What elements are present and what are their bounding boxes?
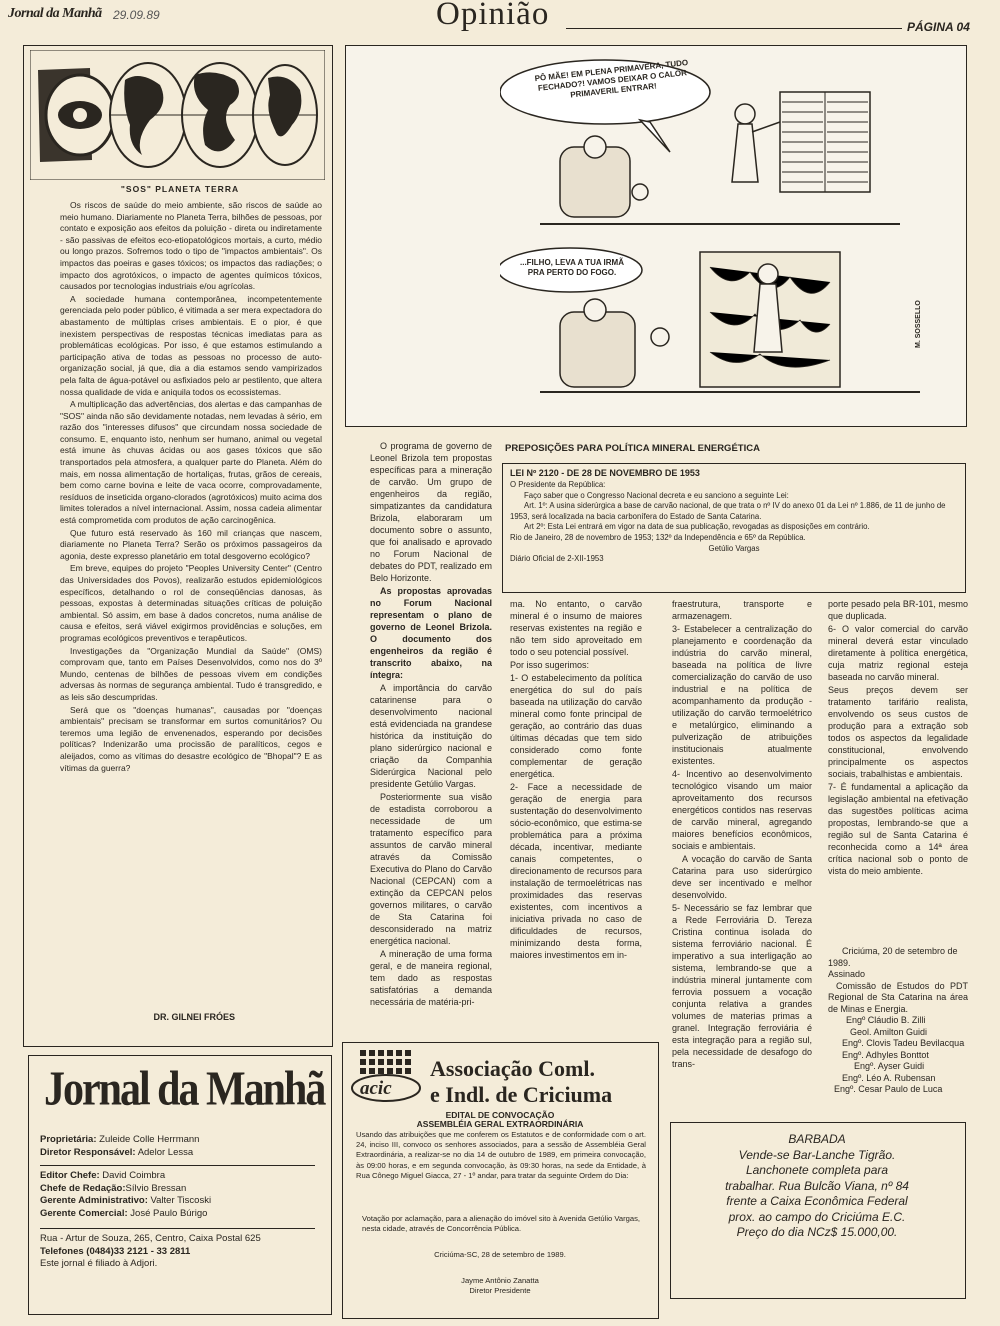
policy-paragraph: 6- O valor comercial do carvão mineral deverá estar vinculado diretamente à política energética, cuja matriz regional esteja baseada no carvão mineral. [828, 624, 968, 682]
article-sos-caption: "SOS" PLANETA TERRA [120, 184, 240, 194]
engineer-name: Engº. Adhyles Bonttot [842, 1049, 929, 1060]
masthead-row: Chefe de Redação:Sílvio Bressan [40, 1182, 187, 1194]
page-number: PÁGINA 04 [907, 20, 970, 34]
article-sos-body [60, 200, 322, 1010]
law-line: Diário Oficial de 2-XII-1953 [510, 554, 604, 564]
policy-paragraph: Posteriormente sua visão de estadista corroborou a necessidade de um tratamento específico para assuntos de carvão mineral através da Comissão Executiva do Plano do Carvão Nacional (CEPCAN) com a extinção da CEPCAN pelos governos militares, o carvão de Sta Catarina foi desconsiderado na matriz energética nacional. [370, 792, 492, 946]
policy-paragraph: 5- Necessário se faz lembrar que a Rede Ferroviária D. Tereza Cristina continua isolada do sistema ferroviário nacional. É imperativo a sua interligação ao sistema, lembrando-se que a indústria mineral juntamente com ferrovia possuem a vocação conjunta relativa a grandes volumes de materias primas a granel. Integração ferroviária é esta integração para a região sul, pela necessidade de desafogo do trans- [672, 903, 812, 1069]
policy-paragraph: 7- É fundamental a aplicação da legislação ambiental na efetivação das sugestões políticas acima propostas, lembrando-se que a região sul de Santa Catarina é reconhecida como a 14ª área crítica nacional sob o ponto de vista do meio ambiente. [828, 782, 968, 876]
policy-column-4 [828, 598, 968, 958]
law-title: LEI Nº 2120 - DE 28 DE NOVEMBRO DE 1953 [510, 468, 700, 478]
policy-title: PREPOSIÇÕES PARA POLÍTICA MINERAL ENERGÉTICA [505, 443, 760, 454]
masthead-phones: Telefones (0484)33 2121 - 33 2811 [40, 1245, 191, 1257]
article-sos-paragraph: Investigações da "Organização Mundial da Saúde" (OMS) comprovam que, tanto em Países Desenvolvidos, como nos do 3º Mundo, centenas de bilhões de pessoas vivem em condições adversas às normas de segurança ambiental. Tudo é transgredido, e as leis são descumpridas. [60, 645, 322, 702]
policy-column-1 [370, 440, 492, 1010]
cartoon-artist-signature: M. SOSSELLO [915, 300, 922, 348]
policy-signoff [828, 946, 968, 1096]
law-text [510, 468, 958, 565]
acic-edital-body: Usando das atribuições que me conferem os Estatutos e de conformidade com o art. 24, inciso III, convoco os senhores associados, para a sessão de Assembléia Geral Extraordinária, a realizar-se no dia 14 de outubro de 1989, em primeira convocação, às 09:00 horas, e em segunda convocação, às 09:30 horas, na sede da Entidade, à Rua Cônego Miguel Giacca, 27 - 1º andar, para tratar da seguinte Ordem do Dia: [356, 1130, 646, 1180]
classified-line: Lanchonete completa para [745, 1163, 889, 1177]
acic-name-line-1: Associação Coml. [430, 1056, 595, 1081]
policy-paragraph: O programa de governo de Leonel Brizola tem propostas específicas para a mineração de carvão. Um grupo de engenheiros da região, simpatizantes da candidatura Brizola, elaboraram um documento sobre o assunto, que foi analisado e aprovado no Forum Nacional de debates do PDT, realizado em Belo Horizonte. [370, 441, 492, 583]
masthead-row: Editor Chefe: David Coimbra [40, 1170, 166, 1181]
classified-line: trabalhar. Rua Bulcão Viana, nº 84 [725, 1178, 909, 1193]
cartoon-balloon-2: ...FILHO, LEVA A TUA IRMÃ PRA PERTO DO FOGO. [520, 258, 624, 277]
masthead-details [40, 1134, 325, 1271]
policy-paragraph: 3- Estabelecer a centralização do planejamento e coordenação da indústria do carvão mineral, baseada na política de livre comercialização do carvão de uso industrial e na política de acompanhamento da produção - utilização do carvão termoelétrico e metalúrgico, eliminando a pulverização de atribuições institucionais atualmente existentes. [672, 624, 812, 766]
policy-column-2 [510, 598, 642, 1010]
policy-paragraph: fraestrutura, transporte e armazenagem. [672, 599, 812, 621]
policy-paragraph: 4- Incentivo ao desenvolvimento tecnológico visando um maior aproveitamento dos recursos energéticos contidos nas reservas de carvão mineral, agregando maiores benefícios econômicos, sociais e ambientais. [672, 769, 812, 851]
policy-paragraph: porte pesado pela BR-101, mesmo que duplicada. [828, 599, 968, 621]
policy-dateline: Criciúma, 20 de setembro de 1989. [828, 946, 958, 968]
policy-paragraph: Por isso sugerimos: [510, 660, 590, 670]
engineer-name: Engº. Cesar Paulo de Luca [834, 1084, 943, 1094]
engineer-name: Engº. Clovis Tadeu Bevilacqua [842, 1038, 965, 1048]
policy-paragraph: Seus preços devem ser tratamento tarifário realista, envolvendo os seus custos de produção para a extração sob todos os aspectos da legalidade constitucional, envolvendo principalmente os aspectos sociais, trabalhistas e ambientais. [828, 685, 968, 779]
engineer-name: Geol. Amilton Guidi [850, 1026, 928, 1037]
acic-edital-agenda: Votação por aclamação, para a alienação do imóvel sito à Avenida Getúlio Vargas, nesta cidade, através de Concorrência Pública. [362, 1214, 640, 1234]
law-line: Getúlio Vargas [708, 543, 760, 553]
classified-title: BARBADA [788, 1132, 846, 1146]
policy-paragraph: ma. No entanto, o carvão mineral é o insumo de maiores reservas existentes na região e não tem sido aproveitado em todo o seu potencial possível. [510, 599, 642, 657]
masthead-divider [40, 1228, 315, 1229]
article-sos-paragraph: Os riscos de saúde do meio ambiente, são riscos de saúde ao meio humano. Diariamente no Planeta Terra, bilhões de pessoas, por contato e exposição aos efeitos da poluição - direta ou indiretamente - são passivas de efeitos eco-etiopatológicos mortais, a curto, médio ou longo prazos. Sofremos todo o tipo de "impactos ambientais". Os impactos das poeiras e gases tóxicos; os impactos das radiações; o impacto dos agrotóxicos, o impacto de agentes químicos tóxicos, causados por tecnologias industriais e/ou agrícolas. [60, 200, 322, 292]
policy-paragraph: As propostas aprovadas no Forum Nacional representam o plano de governo de Leonel Brizola. O documento dos engenheiros da região é transcrito abaixo, na íntegra: [370, 586, 492, 680]
header-rule [566, 28, 902, 29]
acic-edital-date: Criciúma-SC, 28 de setembro de 1989. [434, 1250, 566, 1259]
acic-signer-role: Diretor Presidente [469, 1286, 531, 1295]
masthead-row: Gerente Administrativo: Valter Tiscoski [40, 1195, 212, 1206]
engineer-name: Engº. Ayser Guidi [854, 1061, 925, 1071]
globe-eye-illustration [30, 50, 325, 180]
header-date: 29.09.89 [113, 8, 160, 22]
classified-line: prox. ao campo do Criciúma E.C. [728, 1209, 906, 1224]
article-sos-paragraph: Que futuro está reservado às 160 mil crianças que nascem, diariamente no Planeta Terra? Serão os próximos passageiros da agonia, deste expresso planetário em total desgoverno ecológico? [60, 527, 322, 561]
header-paper-name: Jornal da Manhã [8, 6, 102, 21]
acic-name-line-2: e Indl. de Criciuma [430, 1082, 613, 1107]
engineer-name: Engº. Léo A. Rubensan [842, 1072, 936, 1083]
policy-paragraph: A vocação do carvão de Santa Catarina para uso siderúrgico deve ser incentivado e melhor desenvolvido. [672, 854, 812, 900]
article-sos-paragraph: Em breve, equipes do projeto "Peoples University Center" (Centro das Universidades dos Povos), realizarão estudos epidemiológicos específicos, detalhando o rol de conseqüências danosas, às pessoas, expostas à determinadas situações críticas de poluição ambiental. Só assim, em base à dados concretos, numa análise de causa e efeitos, será viável exigirmos providências e soluções, em programas ecológicos preventivos e terapêuticos. [60, 563, 322, 643]
policy-paragraph: A mineração de uma forma geral, e de maneira regional, tem dado as respostas satisfatórias a demanda necessária de matéria-pri- [370, 949, 492, 1007]
masthead-row: Gerente Comercial: José Paulo Búrigo [40, 1207, 208, 1219]
article-sos-signature: DR. GILNEI FRÓES [153, 1012, 235, 1022]
engineer-name: Engº Cláudio B. Zilli [846, 1015, 926, 1025]
cartoon-illustration [500, 52, 940, 420]
classified-line: Vende-se Bar-Lanche Tigrão. [738, 1147, 896, 1162]
cartoon-balloon-1: PÔ MÃE! EM PLENA PRIMAVERA, TUDO FECHADO?! VAMOS DEIXAR O CALOR PRIMAVERIL ENTRAR! [534, 58, 689, 100]
acic-edital-subtitle: ASSEMBLÉIA GERAL EXTRAORDINÁRIA [416, 1119, 584, 1129]
article-sos-paragraph: A multiplicação das advertências, dos alertas e das campanhas de "SOS" ainda não são devidamente notadas, nem levadas à sério, em razão dos "interesses difusos" que circundam nossa sociedade de consumo. E, enquanto isto, nenhum ser humano, animal ou vegetal está imune às chuvas ácidas ou aos gases tóxicos que são transportados pela atmosfera, a qualquer parte do Planeta. Além do mais, em nossa alimentação de hortaliças, frutas, grãos de cereais, bem como carne bovina e leite de vaca ocorre, comprovadamente, resíduos de inseticida organo-clorados (agrotóxicos) muito acima dos limites tolerados a nível internacional. Assim, nossa cadeia alimentar está comprometida com produtos de ação carcinogênica. [60, 399, 322, 526]
policy-signed: Assinado [828, 969, 866, 979]
article-sos-paragraph: A sociedade humana contemporânea, incompetentemente gerenciada pelo poder público, é vitimada a ser mera expectadora do abastamento de múltiplas crises ambientais. E o pior, é que inexistem perspectivas de respostas técnicas imediatas para as problemáticas ecológicas. Por isso, é que estamos estimulando a participação ativa de todas as pessoas no processo de auto-organização social, já que, dia a dia estamos sendo vampirizados pela falta de água-potável ou asfixiados pelo ar pestilento, que altera nossa qualidade de vida e aniquila todos os ecossistemas. [60, 293, 322, 397]
section-title: Opinião [436, 0, 550, 32]
masthead-row: Proprietária: Zuleide Colle Herrmann [40, 1134, 200, 1145]
acic-signer: Jayme Antônio Zanatta [461, 1276, 539, 1285]
masthead-title: Jornal da Manhã [44, 1063, 325, 1117]
policy-committee: Comissão de Estudos do PDT Regional de Sta Catarina na área de Minas e Energia. [828, 980, 968, 1014]
policy-paragraph: A importância do carvão catarinense para o desenvolvimento nacional está evidenciada na grandese histórica da instituição do plano siderúrgico nacional e criação da Companhia Siderúrgica Nacional pelo presidente Getúlio Vargas. [370, 683, 492, 789]
classified-line: Preço do dia NCz$ 15.000,00. [736, 1225, 898, 1239]
law-line: Art. 1º: A usina siderúrgica a base de carvão nacional, de que trata o nº IV do anexo 01 da Lei nº 1.886, de 11 de junho de 1953, será localizada na bacia carbonífera do Estado de Santa Catarina. [510, 501, 946, 521]
law-line: Rio de Janeiro, 28 de novembro de 1953; 132º da Independência e 65º da República. [510, 532, 806, 542]
acic-edital-title: EDITAL DE CONVOCAÇÃO [445, 1110, 555, 1120]
acic-logo-text: acic [360, 1078, 392, 1099]
classified-text [672, 1132, 962, 1241]
policy-paragraph: 2- Face a necessidade de geração de energia para sustentação do desenvolvimento sócio-econômico, que estima-se problemática para a próxima década, incentivar, mediante canais competentes, o direcionamento de recursos para instalação de termoelétricas nas proximidades das reservas existentes, com incentivos a iniciativa privada no caso de dificuldades de recursos, minimizando desta forma, maiores investimentos em in- [510, 782, 642, 960]
masthead-row: Diretor Responsável: Adelor Lessa [40, 1146, 194, 1158]
masthead-address: Rua - Artur de Souza, 265, Centro, Caixa Postal 625 [40, 1233, 261, 1244]
policy-paragraph: 1- O estabelecimento da política energética do sul do país baseada na utilização do carvão mineral como fonte principal de geração, ao contrário das duas últimas décadas que tem sido considerado como fonte complementar de geração energética. [510, 673, 642, 779]
law-line: O Presidente da República: [510, 480, 606, 489]
law-line: Art 2º: Esta Lei entrará em vigor na data de sua publicação, revogadas as disposições em contrário. [524, 522, 870, 532]
masthead-affiliation: Este jornal é filiado à Adjori. [40, 1258, 158, 1269]
policy-column-3 [672, 598, 812, 1110]
masthead-divider [40, 1165, 315, 1166]
law-line: Faço saber que o Congresso Nacional decreta e eu sanciono a seguinte Lei: [524, 490, 789, 500]
article-sos-paragraph: Será que os "doenças humanas", causadas por "doenças ambientais" precisam se transformar em surtos comunitários? Ou teremos uma legião de envenenados, esperando por decisões políticas? Indenizarão uma procissão de paralíticos, cegos e aleijados, como as vítimas do desastre ecológico de "Bhopal"? E as vítimas da guerra? [60, 704, 322, 773]
classified-line: frente a Caixa Econômica Federal [726, 1194, 908, 1208]
